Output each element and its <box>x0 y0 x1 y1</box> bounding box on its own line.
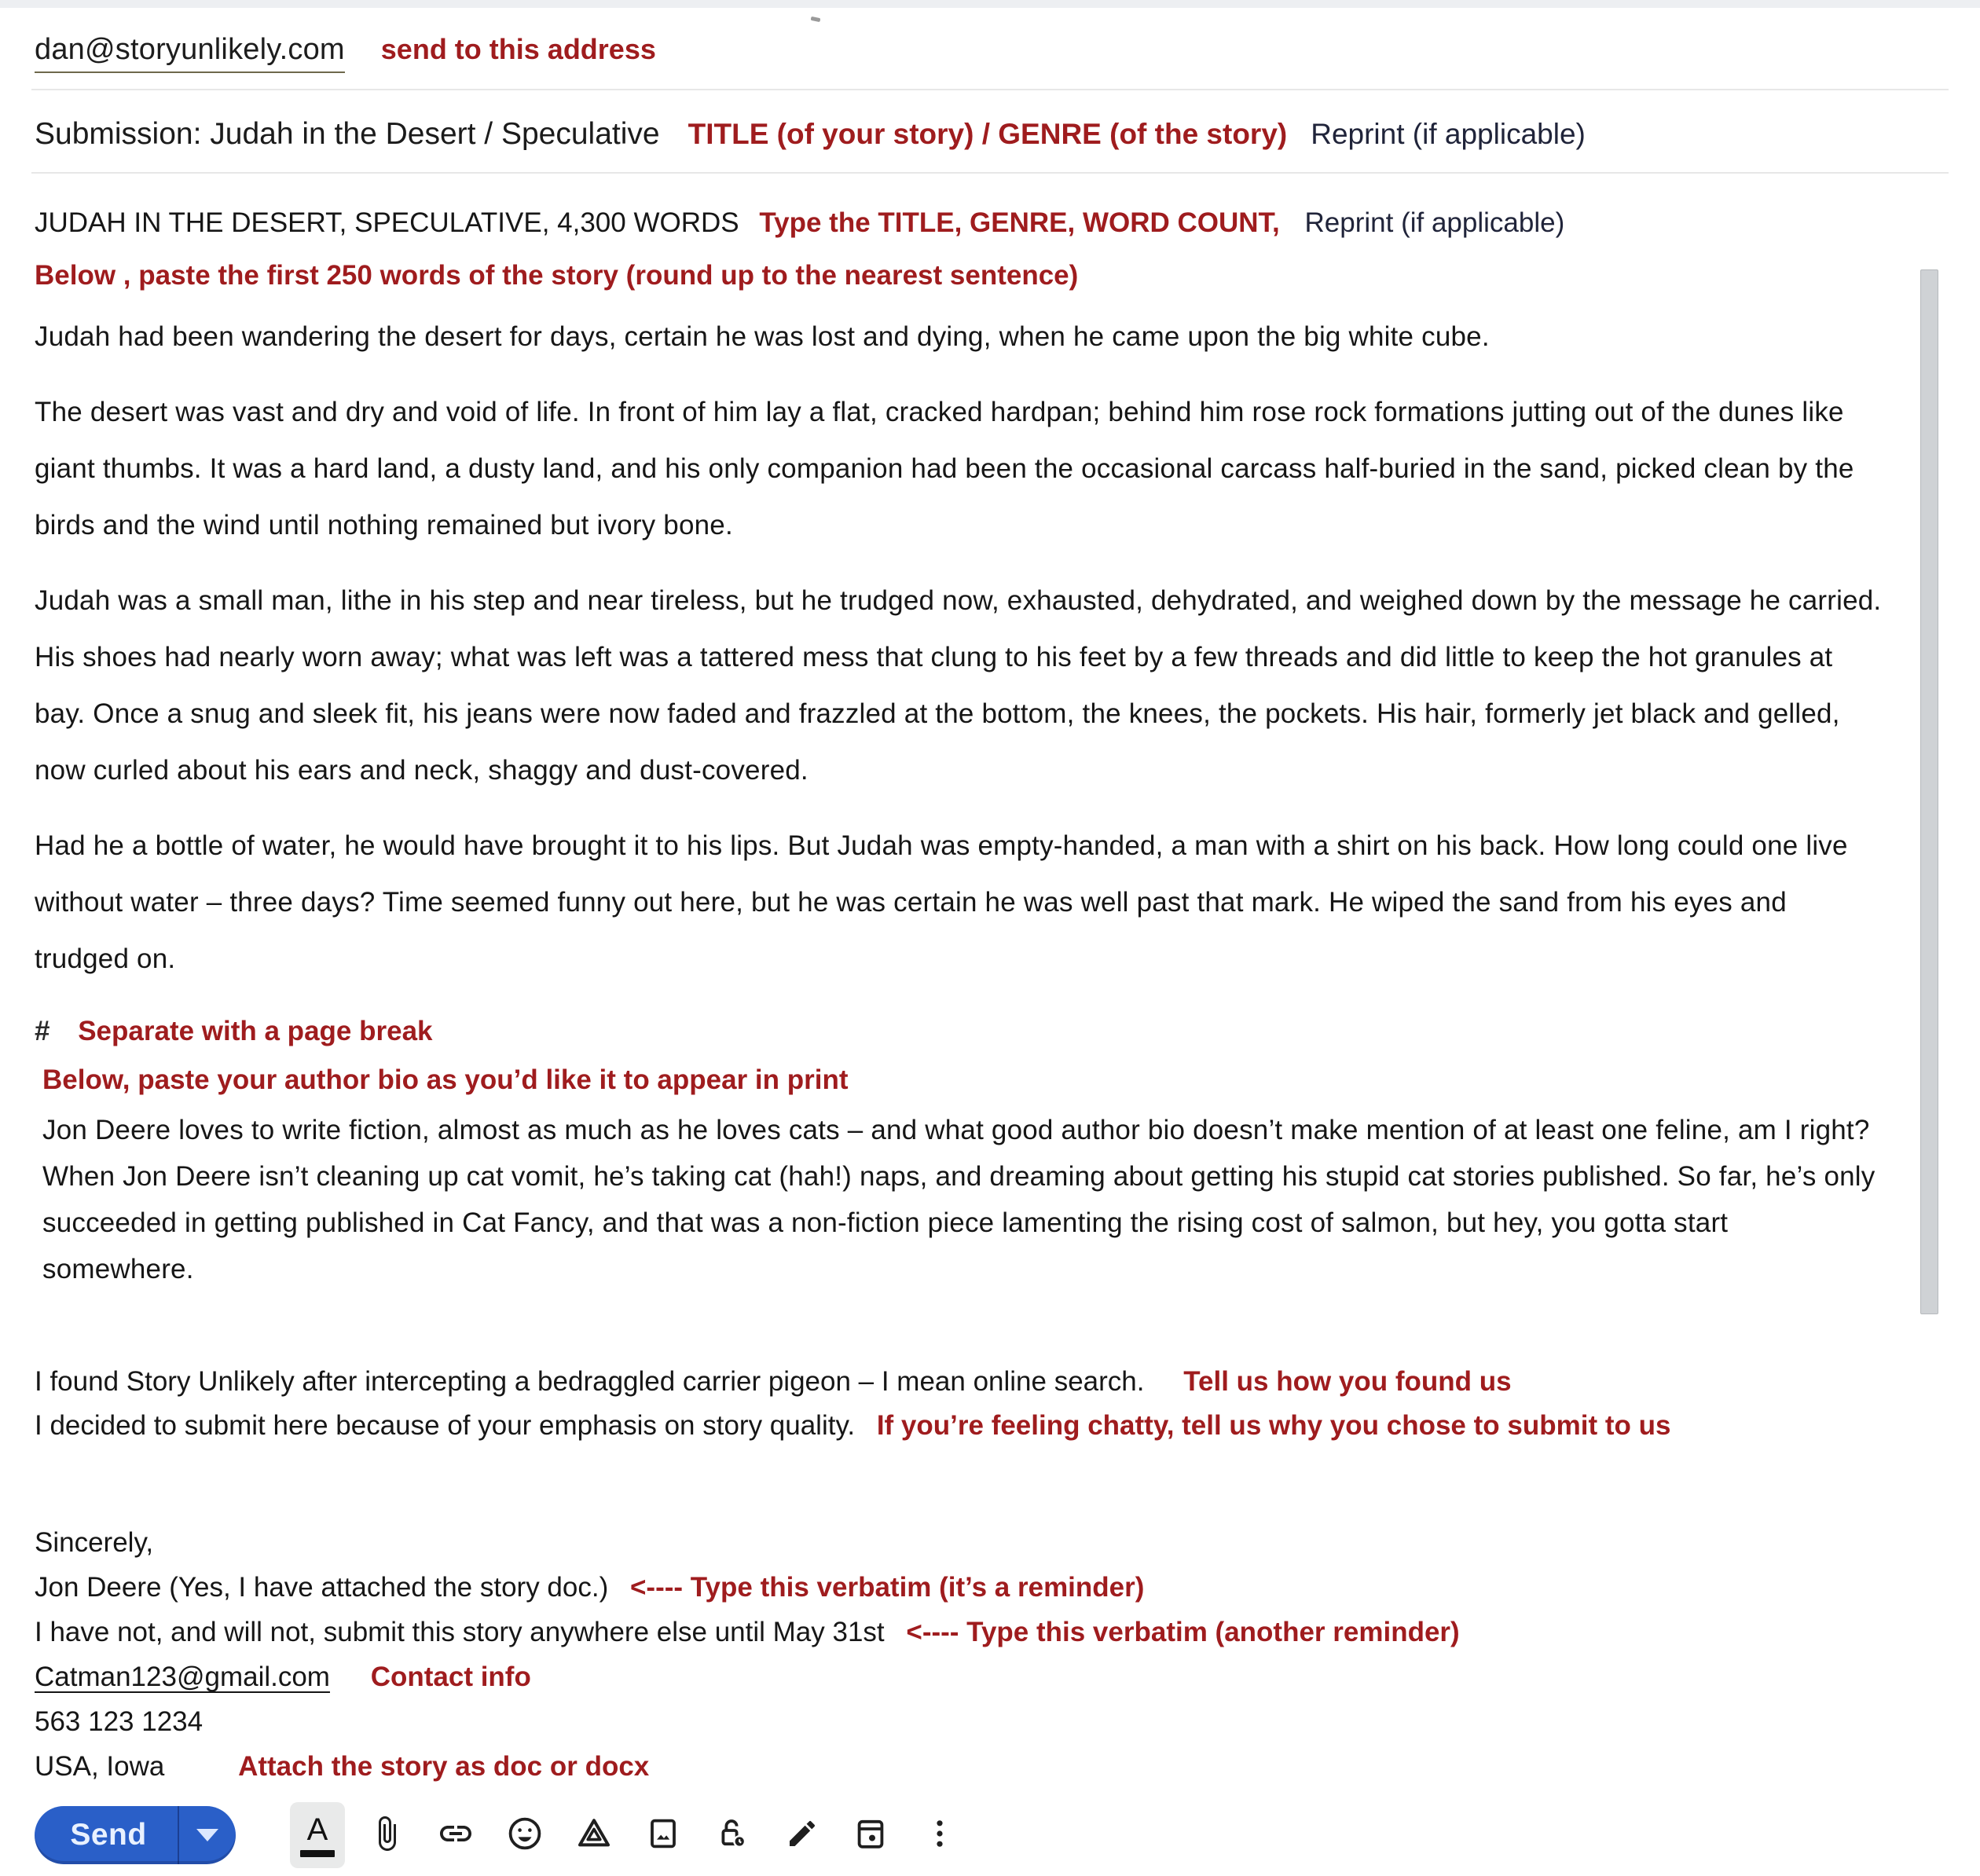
formatting-options-button[interactable] <box>283 1802 352 1868</box>
window-top-strip <box>0 0 1980 8</box>
how-found-text: I found Story Unlikely after intercepting a bedraggled carrier pigeon – I mean online search. <box>35 1366 1145 1397</box>
story-paragraph: The desert was vast and dry and void of life. In front of him lay a flat, cracked hardpan; behind him rose rock formations jutting out of the dunes like giant thumbs. It was a hard land, a dusty land, and his only companion had been the occasional carcass half-buried in the sand, picked clean by the birds and the wind until nothing remained but ivory bone. <box>35 397 1854 540</box>
subject-row[interactable] <box>0 90 1980 172</box>
more-options-button[interactable] <box>905 1802 974 1868</box>
contact-email-link[interactable]: Catman123@gmail.com <box>35 1662 330 1692</box>
link-icon <box>437 1815 475 1856</box>
how-found-line <box>35 1360 1886 1404</box>
story-paragraph: Judah was a small man, lithe in his step and near tireless, but he trudged now, exhausted, dehydrated, and weighed down by the message he carried. His shoes had nearly worn away; what was left was a tattered mess that clung to his feet by a few threads and did little to keep the hot granules at bay. Once a snug and sleek fit, his jeans were now faded and frazzled at the bottom, the knees, the pockets. His hair, formerly jet black and gelled, now curled about his ears and neck, shaggy and dust-covered. <box>35 585 1882 786</box>
header-annotation-red: Type the TITLE, GENRE, WORD COUNT, <box>759 207 1280 238</box>
page-break-line <box>35 1009 1886 1053</box>
format-underline-bar <box>300 1850 335 1857</box>
author-bio-paragraph: Jon Deere loves to write fiction, almost as much as he loves cats – and what good author bio doesn’t make mention of at least one feline, am I right? When Jon Deere isn’t cleaning up cat vomit, he’s taking cat (hah!) naps, and dreaming about getting his stupid cat stories published. So far, he’s only succeeded in getting published in Cat Fancy, and that was a non-fiction piece lamenting the rising cost of salmon, but hey, you gotta start somewhere. <box>42 1115 1876 1284</box>
smiley-icon <box>506 1815 544 1856</box>
contact-email-line <box>35 1654 1886 1699</box>
calendar-icon <box>852 1815 889 1856</box>
subject-annotation-reprint: Reprint (if applicable) <box>1311 118 1586 150</box>
no-simsub-line <box>35 1610 1886 1654</box>
send-button-group <box>35 1806 236 1864</box>
why-submit-annotation: If you’re feeling chatty, tell us why you chose to submit to us <box>876 1410 1671 1441</box>
confidential-mode-button[interactable] <box>698 1802 767 1868</box>
header-annotation-reprint: Reprint (if applicable) <box>1304 207 1565 238</box>
paperclip-icon <box>368 1815 405 1856</box>
format-letter-a-icon: A <box>306 1812 328 1847</box>
insert-signature-button[interactable] <box>767 1802 836 1868</box>
story-paragraph: Had he a bottle of water, he would have brought it to his lips. But Judah was empty-handed, a man with a shirt on his back. How long could one live without water – three days? Time seemed funny out here, but he was certain he was well past that mark. He wiped the sand from his eyes and trudged on. <box>35 830 1848 974</box>
signature-line <box>35 1565 1886 1610</box>
insert-photo-button[interactable] <box>629 1802 698 1868</box>
page-break-annotation: Separate with a page break <box>78 1016 433 1046</box>
recipient-chip[interactable]: dan@storyunlikely.com <box>35 33 345 73</box>
vertical-dots-icon <box>921 1815 959 1856</box>
drive-triangle-icon <box>575 1815 613 1856</box>
bio-instruction: Below, paste your author bio as you’d like it to appear in print <box>42 1064 849 1095</box>
recipient-row <box>0 0 1980 89</box>
attach-story-annotation: Attach the story as doc or docx <box>238 1751 650 1782</box>
pen-icon <box>783 1815 820 1856</box>
compose-toolbar <box>35 1802 974 1868</box>
insert-from-drive-button[interactable] <box>559 1802 629 1868</box>
message-body-editor[interactable] <box>0 174 1980 1789</box>
recipient-annotation: send to this address <box>380 33 656 65</box>
page-break-hash: # <box>35 1016 50 1046</box>
closing-block <box>35 1520 1886 1789</box>
sincerely-line: Sincerely, <box>35 1527 154 1558</box>
subject-text[interactable]: Submission: Judah in the Desert / Speculative <box>35 117 660 151</box>
toolbar-icons <box>283 1802 974 1868</box>
image-icon <box>644 1815 682 1856</box>
how-found-annotation: Tell us how you found us <box>1183 1366 1512 1397</box>
send-button[interactable]: Send <box>70 1818 147 1852</box>
body-scrollbar-thumb[interactable] <box>1920 269 1938 1314</box>
calendar-button[interactable] <box>836 1802 905 1868</box>
insert-link-button[interactable] <box>421 1802 490 1868</box>
title-genre-wordcount-text: JUDAH IN THE DESERT, SPECULATIVE, 4,300 WORDS <box>35 207 739 238</box>
insert-emoji-button[interactable] <box>490 1802 559 1868</box>
contact-info-annotation: Contact info <box>370 1662 531 1692</box>
why-submit-line <box>35 1404 1886 1448</box>
location-text: USA, Iowa <box>35 1751 165 1782</box>
signature-text: Jon Deere (Yes, I have attached the story doc.) <box>35 1572 609 1603</box>
attach-files-button[interactable] <box>352 1802 421 1868</box>
why-submit-text: I decided to submit here because of your emphasis on story quality. <box>35 1410 856 1441</box>
send-options-button[interactable] <box>179 1829 236 1841</box>
paste-250-instruction: Below , paste the first 250 words of the story (round up to the nearest sentence) <box>35 260 1079 291</box>
story-paragraph: Judah had been wandering the desert for days, certain he was lost and dying, when he came upon the big white cube. <box>35 321 1490 352</box>
lock-clock-icon <box>713 1815 751 1856</box>
formatting-active-background <box>290 1802 345 1868</box>
phone-line: 563 123 1234 <box>35 1706 204 1737</box>
location-line <box>35 1744 1886 1789</box>
no-simsub-text: I have not, and will not, submit this story anywhere else until May 31st <box>35 1617 885 1647</box>
chevron-down-icon <box>196 1829 218 1841</box>
subject-annotation-red: TITLE (of your story) / GENRE (of the story) <box>688 118 1288 150</box>
signature-annotation: <---- Type this verbatim (it’s a reminder) <box>629 1572 1145 1603</box>
no-simsub-annotation: <---- Type this verbatim (another reminder) <box>906 1617 1460 1647</box>
body-header-line <box>35 200 1886 246</box>
